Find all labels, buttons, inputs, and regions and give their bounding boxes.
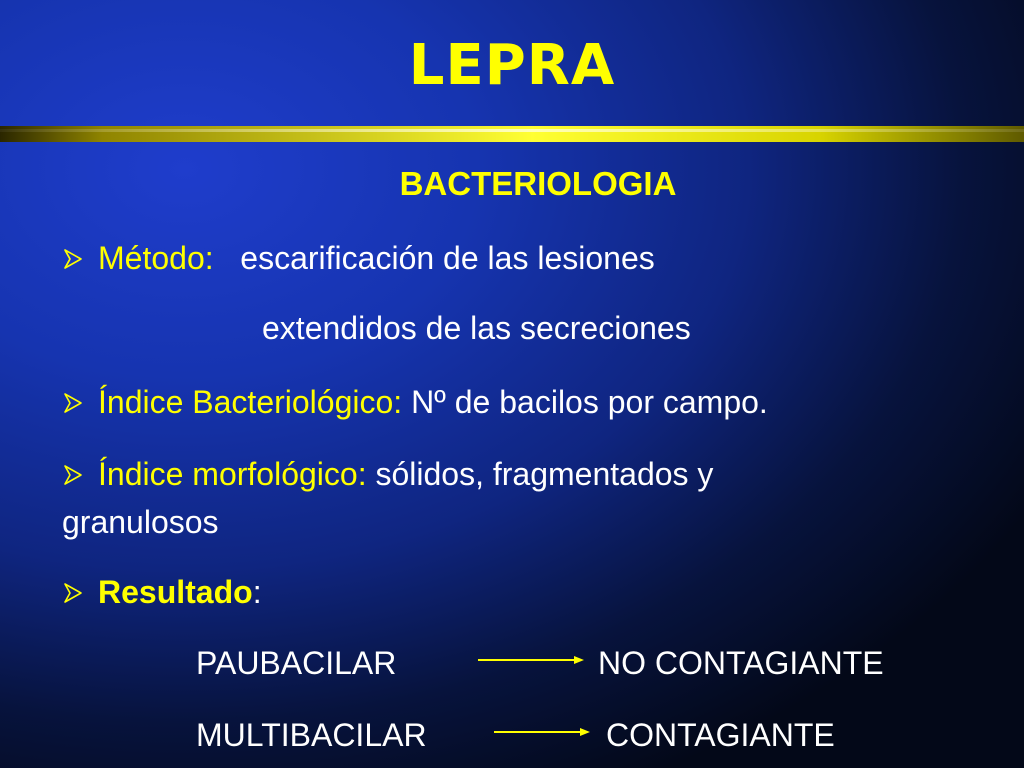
- metodo-value: escarificación de las lesiones: [240, 240, 655, 276]
- resultado-colon: :: [252, 574, 262, 610]
- resultado-label: Resultado: [98, 574, 253, 610]
- metodo-label: Método:: [98, 240, 214, 276]
- right-arrow-icon: [494, 724, 592, 740]
- indice-bacteriologico-value: Nº de bacilos por campo.: [411, 384, 768, 420]
- result-left-multibacilar: MULTIBACILAR: [196, 717, 427, 753]
- hollow-arrowhead-bullet-icon: [62, 464, 84, 486]
- result-right-contagiante: CONTAGIANTE: [606, 717, 835, 753]
- list-item-metodo: [62, 238, 655, 278]
- slide-title: LEPRA: [408, 33, 616, 98]
- list-item-indice-morfologico: [62, 454, 713, 494]
- result-right-no-contagiante: NO CONTAGIANTE: [598, 645, 884, 681]
- right-arrow-icon: [478, 652, 586, 668]
- list-item-indice-bacteriologico: [62, 382, 768, 422]
- list-item-resultado: [62, 572, 262, 612]
- result-left-paubacilar: PAUBACILAR: [196, 645, 397, 681]
- title-divider-rule: [0, 126, 1024, 142]
- indice-morfologico-value: sólidos, fragmentados y: [375, 456, 714, 492]
- slide-subtitle: BACTERIOLOGIA: [399, 165, 677, 202]
- hollow-arrowhead-bullet-icon: [62, 392, 84, 414]
- metodo-value-line2: extendidos de las secreciones: [262, 310, 691, 346]
- hollow-arrowhead-bullet-icon: [62, 248, 84, 270]
- indice-morfologico-label: Índice morfológico:: [98, 456, 367, 492]
- hollow-arrowhead-bullet-icon: [62, 582, 84, 604]
- indice-bacteriologico-label: Índice Bacteriológico:: [98, 384, 403, 420]
- indice-morfologico-value-line2: granulosos: [62, 504, 219, 540]
